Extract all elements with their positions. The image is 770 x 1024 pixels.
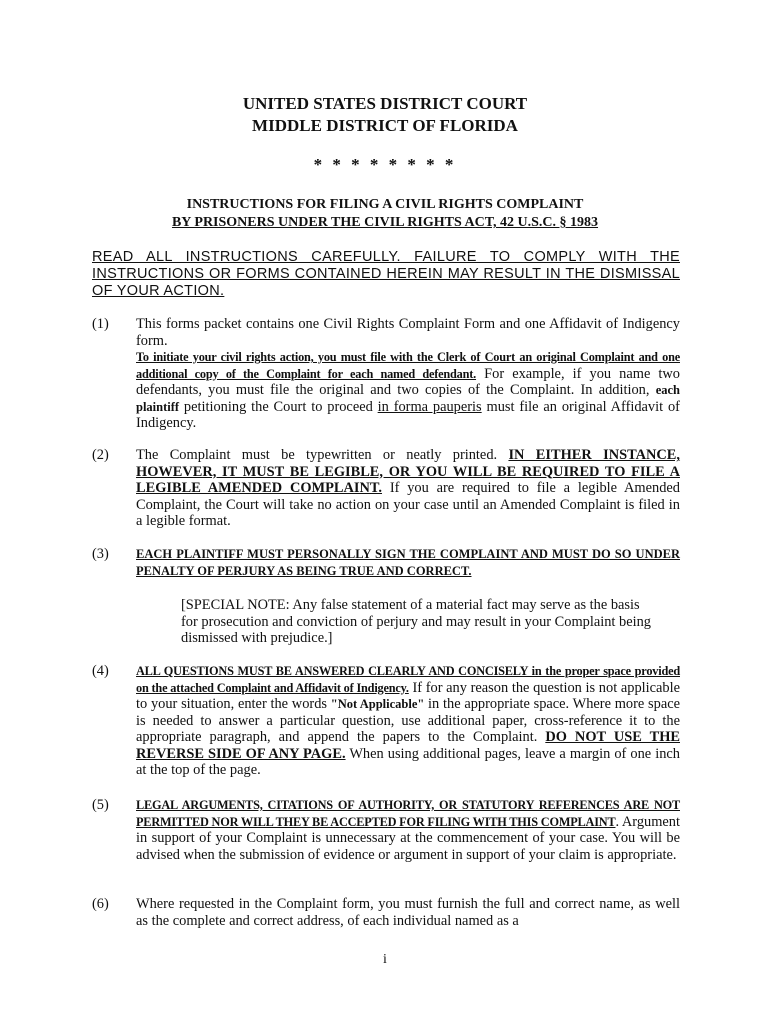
warning-paragraph: READ ALL INSTRUCTIONS CAREFULLY. FAILURE TO COMPLY WITH THE INSTRUCTIONS OR FORMS CONTAINED HEREIN MAY RESULT IN THE DISMISSAL OF YOUR ACTION. [92, 249, 680, 299]
item-number: (4) [92, 663, 109, 679]
item-bold-text: each plaintiff [136, 383, 680, 414]
item-text: When using additional pages, leave a margin of one inch at the top of the page. [136, 745, 680, 778]
court-name-line2: MIDDLE DISTRICT OF FLORIDA [252, 116, 518, 135]
item-bold-text: To initiate your civil rights action, you must file with the Clerk of Court an original Complaint and one additional copy of the Complaint for each named defendant. [136, 350, 680, 381]
item-body [136, 447, 680, 530]
separator-stars: * * * * * * * * [313, 155, 457, 174]
instruction-item-2 [92, 447, 680, 530]
item-number: (2) [92, 447, 109, 463]
item-bold-text: IN EITHER INSTANCE, HOWEVER, IT MUST BE LEGIBLE, OR YOU WILL BE REQUIRED TO FILE A LEGIBLE AMENDED COMPLAINT. [136, 447, 681, 496]
item-text: in the appropriate space. Where more space is needed to answer a particular question, use additional paper, cross-reference it to the appropriate paragraph, and append the papers to the Complaint. [136, 696, 681, 745]
item-text: If for any reason the question is not applicable to your situation, enter the words [136, 679, 680, 712]
item-text: This forms packet contains one Civil Rights Complaint Form and one Affidavit of Indigency form. [136, 316, 680, 349]
item-text: petitioning the Court to proceed [179, 398, 378, 415]
page-number: i [383, 952, 387, 967]
item-number: (5) [92, 797, 109, 813]
item-body [136, 797, 680, 863]
item-bold-text: LEGAL ARGUMENTS, CITATIONS OF AUTHORITY, OR STATUTORY REFERENCES ARE NOT PERMITTED NOR WILL THEY BE ACCEPTED FOR FILING WITH THIS COMPLAINT [136, 798, 680, 829]
item-bold-text: "Not Applicable" [330, 697, 425, 711]
item-text: For example, if you name two defendants, you must file the original and two copies of the Complaint. In addition, [136, 365, 681, 398]
instruction-item-6 [92, 896, 680, 929]
item-underlined-text: in forma pauperis [377, 398, 482, 415]
instruction-item-4 [92, 663, 680, 779]
item-body [136, 663, 680, 779]
item-text: If you are required to file a legible Amended Complaint, the Court will take no action on your case until an Amended Complaint is filed in a legible format. [136, 480, 680, 529]
court-name-line1: UNITED STATES DISTRICT COURT [242, 94, 528, 113]
instructions-title-line2-text: BY PRISONERS UNDER THE CIVIL RIGHTS ACT, 42 U.S.C. § 1983 [171, 215, 599, 230]
item-bold-text: DO NOT USE THE REVERSE SIDE OF ANY PAGE. [136, 729, 680, 762]
item-number: (6) [92, 896, 109, 912]
item-number: (1) [92, 316, 109, 332]
item-text: must file an original Affidavit of Indigency. [136, 398, 680, 431]
special-note: [SPECIAL NOTE: Any false statement of a material fact may serve as the basis for prosecution and conviction of perjury and may result in your Complaint being dismissed with prejudice.] [181, 597, 651, 646]
item-bold-text: EACH PLAINTIFF MUST PERSONALLY SIGN THE COMPLAINT AND MUST DO SO UNDER PENALTY OF PERJURY AS BEING TRUE AND CORRECT. [136, 547, 680, 578]
item-text: . Argument in support of your Complaint is unnecessary at the commencement of your case. You will be advised when the submission of evidence or argument in support of your claim is appropriate. [136, 813, 680, 863]
item-body [136, 316, 680, 432]
instructions-title-line1: INSTRUCTIONS FOR FILING A CIVIL RIGHTS COMPLAINT [186, 197, 584, 212]
item-body [136, 896, 680, 929]
item-text: The Complaint must be typewritten or neatly printed. [136, 447, 509, 463]
item-text: Where requested in the Complaint form, you must furnish the full and correct name, as well as the complete and correct address, of each individual named as a [136, 896, 680, 929]
instruction-item-1 [92, 316, 680, 432]
instruction-item-5 [92, 797, 680, 863]
item-number: (3) [92, 546, 109, 562]
instructions-title-line2 [0, 215, 770, 231]
item-body [136, 546, 680, 579]
instruction-item-3 [92, 546, 680, 579]
item-bold-text: ALL QUESTIONS MUST BE ANSWERED CLEARLY AND CONCISELY in the proper space provided on the attached Complaint and Affidavit of Indigency. [136, 664, 680, 695]
